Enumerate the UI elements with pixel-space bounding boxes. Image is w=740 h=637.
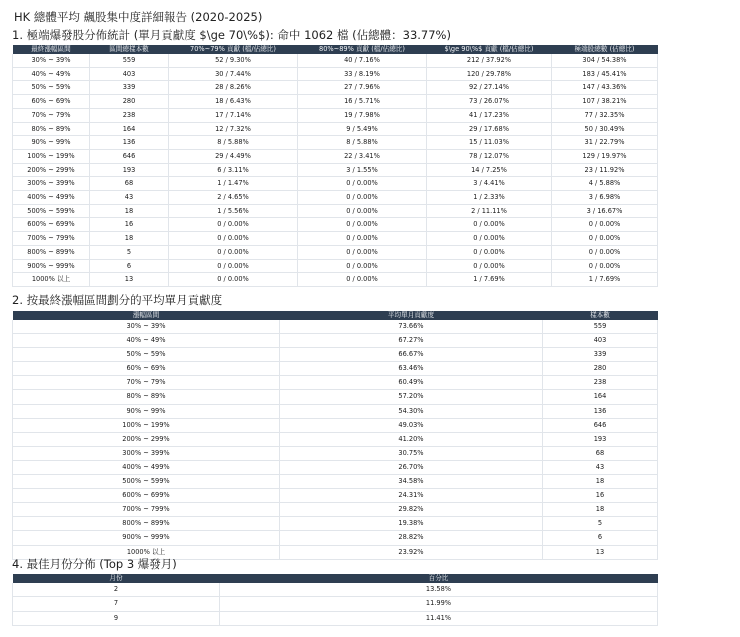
table-cell: 12 / 7.32%: [169, 122, 298, 136]
table-row: [13, 531, 658, 545]
table-cell: 16: [90, 218, 169, 232]
table-header-row: [13, 574, 658, 583]
table-cell: 31 / 22.79%: [552, 136, 658, 150]
table-cell: 3 / 16.67%: [552, 204, 658, 218]
table-cell: 41.20%: [280, 432, 543, 446]
table-row: [13, 273, 658, 287]
table-cell: 92 / 27.14%: [427, 81, 552, 95]
table-cell: 73.66%: [280, 320, 543, 334]
table-cell: 3 / 4.41%: [427, 177, 552, 191]
table-cell: 5: [543, 517, 658, 531]
table-cell: 90% ~ 99%: [13, 404, 280, 418]
column-header: 80%~89% 貢獻 (檔/佔總比): [298, 45, 427, 54]
table-cell: 100% ~ 199%: [13, 418, 280, 432]
table-cell: 13: [543, 545, 658, 559]
table-cell: 500% ~ 599%: [13, 475, 280, 489]
table-cell: 0 / 0.00%: [298, 273, 427, 287]
table-cell: 1 / 7.69%: [427, 273, 552, 287]
table-cell: 30% ~ 39%: [13, 54, 90, 67]
table-header-row: [13, 45, 658, 54]
column-header: 漲幅區間: [13, 311, 280, 320]
table-cell: 52 / 9.30%: [169, 54, 298, 67]
table-cell: 50% ~ 59%: [13, 81, 90, 95]
table-cell: 13: [90, 273, 169, 287]
table-cell: 1 / 5.56%: [169, 204, 298, 218]
report-title: HK 總體平均 飆股集中度詳細報告 (2020-2025): [14, 10, 263, 24]
table-cell: 60% ~ 69%: [13, 362, 280, 376]
table-cell: 0 / 0.00%: [169, 259, 298, 273]
table-row: [13, 54, 658, 67]
table-cell: 400% ~ 499%: [13, 191, 90, 205]
table-cell: 29.82%: [280, 503, 543, 517]
table-cell: 8 / 5.88%: [169, 136, 298, 150]
column-header: 百分比: [220, 574, 658, 583]
table-cell: 2: [13, 583, 220, 597]
table-cell: 0 / 0.00%: [169, 245, 298, 259]
table-cell: 0 / 0.00%: [169, 273, 298, 287]
table-row: [13, 108, 658, 122]
table-cell: 800% ~ 899%: [13, 517, 280, 531]
table-cell: 700% ~ 799%: [13, 503, 280, 517]
table-cell: 19 / 7.98%: [298, 108, 427, 122]
table-row: [13, 81, 658, 95]
table-row: [13, 245, 658, 259]
table-cell: 80% ~ 89%: [13, 122, 90, 136]
table-cell: 339: [90, 81, 169, 95]
table-cell: 16: [543, 489, 658, 503]
table-cell: 0 / 0.00%: [169, 218, 298, 232]
table-cell: 30 / 7.44%: [169, 67, 298, 81]
table-cell: 6: [90, 259, 169, 273]
table-cell: 66.67%: [280, 348, 543, 362]
table-cell: 68: [543, 446, 658, 460]
table-cell: 0 / 0.00%: [427, 245, 552, 259]
table-cell: 18: [543, 475, 658, 489]
table-cell: 129 / 19.97%: [552, 149, 658, 163]
table-cell: 100% ~ 199%: [13, 149, 90, 163]
table-cell: 0 / 0.00%: [298, 218, 427, 232]
table-cell: 0 / 0.00%: [552, 232, 658, 246]
table-row: [13, 122, 658, 136]
table-row: [13, 95, 658, 109]
table-cell: 43: [90, 191, 169, 205]
table-cell: 9 / 5.49%: [298, 122, 427, 136]
table-row: [13, 446, 658, 460]
table-cell: 2 / 11.11%: [427, 204, 552, 218]
table-cell: 600% ~ 699%: [13, 218, 90, 232]
table-cell: 1000% 以上: [13, 273, 90, 287]
extreme-distribution-table: [12, 45, 658, 287]
table-cell: 4 / 5.88%: [552, 177, 658, 191]
table-cell: 0 / 0.00%: [552, 218, 658, 232]
table-cell: 238: [90, 108, 169, 122]
table-cell: 1000% 以上: [13, 545, 280, 559]
table-cell: 18: [543, 503, 658, 517]
table-cell: 24.31%: [280, 489, 543, 503]
table-cell: 600% ~ 699%: [13, 489, 280, 503]
table-row: [13, 218, 658, 232]
table-cell: 68: [90, 177, 169, 191]
table-cell: 30% ~ 39%: [13, 320, 280, 334]
table-cell: 6 / 3.11%: [169, 163, 298, 177]
table-cell: 164: [90, 122, 169, 136]
table-row: [13, 583, 658, 597]
table-cell: 60.49%: [280, 376, 543, 390]
table-cell: 3 / 6.98%: [552, 191, 658, 205]
table-cell: 403: [90, 67, 169, 81]
table-cell: 183 / 45.41%: [552, 67, 658, 81]
table-cell: 22 / 3.41%: [298, 149, 427, 163]
table-cell: 1 / 2.33%: [427, 191, 552, 205]
table-cell: 29 / 17.68%: [427, 122, 552, 136]
table-cell: 67.27%: [280, 334, 543, 348]
table-row: [13, 204, 658, 218]
table-cell: 28.82%: [280, 531, 543, 545]
table-row: [13, 597, 658, 611]
column-header: 極端股總數 (佔總比): [552, 45, 658, 54]
table-cell: 40% ~ 49%: [13, 67, 90, 81]
table-cell: 43: [543, 460, 658, 474]
column-header: 樣本數: [543, 311, 658, 320]
column-header: 區間總樣本數: [90, 45, 169, 54]
column-header: 平均單月貢獻度: [280, 311, 543, 320]
table-cell: 403: [543, 334, 658, 348]
table-header-row: [13, 311, 658, 320]
table-cell: 193: [543, 432, 658, 446]
table-cell: 73 / 26.07%: [427, 95, 552, 109]
table-cell: 0 / 0.00%: [552, 245, 658, 259]
table-cell: 500% ~ 599%: [13, 204, 90, 218]
table-cell: 18 / 6.43%: [169, 95, 298, 109]
table-cell: 63.46%: [280, 362, 543, 376]
table-row: [13, 362, 658, 376]
table-row: [13, 432, 658, 446]
table-cell: 13.58%: [220, 583, 658, 597]
table-cell: 80% ~ 89%: [13, 390, 280, 404]
table-cell: 900% ~ 999%: [13, 259, 90, 273]
table-cell: 120 / 29.78%: [427, 67, 552, 81]
table-cell: 300% ~ 399%: [13, 446, 280, 460]
table-cell: 136: [90, 136, 169, 150]
table-cell: 90% ~ 99%: [13, 136, 90, 150]
table-cell: 0 / 0.00%: [552, 259, 658, 273]
table-row: [13, 320, 658, 334]
table-cell: 60% ~ 69%: [13, 95, 90, 109]
table-cell: 23 / 11.92%: [552, 163, 658, 177]
table-row: [13, 376, 658, 390]
table-cell: 18: [90, 204, 169, 218]
table-cell: 34.58%: [280, 475, 543, 489]
table-row: [13, 418, 658, 432]
table-cell: 300% ~ 399%: [13, 177, 90, 191]
table-cell: 0 / 0.00%: [298, 204, 427, 218]
table-cell: 212 / 37.92%: [427, 54, 552, 67]
table-row: [13, 503, 658, 517]
table-row: [13, 136, 658, 150]
table-cell: 19.38%: [280, 517, 543, 531]
table-cell: 0 / 0.00%: [427, 218, 552, 232]
table-cell: 280: [543, 362, 658, 376]
table-row: [13, 489, 658, 503]
table-cell: 339: [543, 348, 658, 362]
table-cell: 11.41%: [220, 611, 658, 625]
column-header: 月份: [13, 574, 220, 583]
section2-heading: 2. 按最終漲幅區間劃分的平均單月貢獻度: [12, 293, 223, 307]
avg-contribution-table: [12, 311, 658, 560]
table-cell: 27 / 7.96%: [298, 81, 427, 95]
table-cell: 7: [13, 597, 220, 611]
table-cell: 26.70%: [280, 460, 543, 474]
table-row: [13, 460, 658, 474]
table-cell: 400% ~ 499%: [13, 460, 280, 474]
table-cell: 5: [90, 245, 169, 259]
section4-heading: 4. 最佳月份分佈 (Top 3 爆發月): [12, 557, 177, 571]
table-cell: 559: [543, 320, 658, 334]
table-cell: 18: [90, 232, 169, 246]
best-month-table: [12, 574, 658, 626]
table-cell: 200% ~ 299%: [13, 163, 90, 177]
table-cell: 49.03%: [280, 418, 543, 432]
table-cell: 16 / 5.71%: [298, 95, 427, 109]
table-cell: 646: [90, 149, 169, 163]
table-cell: 1 / 1.47%: [169, 177, 298, 191]
table-cell: 238: [543, 376, 658, 390]
table-cell: 14 / 7.25%: [427, 163, 552, 177]
table-cell: 0 / 0.00%: [298, 177, 427, 191]
table-cell: 700% ~ 799%: [13, 232, 90, 246]
table-cell: 3 / 1.55%: [298, 163, 427, 177]
table-row: [13, 390, 658, 404]
table-cell: 136: [543, 404, 658, 418]
table-cell: 147 / 43.36%: [552, 81, 658, 95]
table-row: [13, 611, 658, 625]
table-cell: 70% ~ 79%: [13, 376, 280, 390]
table-cell: 54.30%: [280, 404, 543, 418]
table-cell: 0 / 0.00%: [298, 232, 427, 246]
table-cell: 107 / 38.21%: [552, 95, 658, 109]
table-cell: 0 / 0.00%: [169, 232, 298, 246]
table-cell: 193: [90, 163, 169, 177]
table-cell: 6: [543, 531, 658, 545]
table-cell: 11.99%: [220, 597, 658, 611]
table-cell: 70% ~ 79%: [13, 108, 90, 122]
table-row: [13, 149, 658, 163]
column-header: 70%~79% 貢獻 (檔/佔總比): [169, 45, 298, 54]
table-cell: 200% ~ 299%: [13, 432, 280, 446]
table-cell: 164: [543, 390, 658, 404]
table-cell: 0 / 0.00%: [427, 232, 552, 246]
table-row: [13, 232, 658, 246]
table-row: [13, 517, 658, 531]
table-cell: 78 / 12.07%: [427, 149, 552, 163]
table-cell: 40% ~ 49%: [13, 334, 280, 348]
table-row: [13, 67, 658, 81]
table-cell: 50% ~ 59%: [13, 348, 280, 362]
table-row: [13, 259, 658, 273]
table-cell: 0 / 0.00%: [298, 245, 427, 259]
column-header: $\ge 90\%$ 貢獻 (檔/佔總比): [427, 45, 552, 54]
table-row: [13, 163, 658, 177]
table-row: [13, 177, 658, 191]
table-row: [13, 475, 658, 489]
table-cell: 17 / 7.14%: [169, 108, 298, 122]
table-cell: 23.92%: [280, 545, 543, 559]
table-cell: 57.20%: [280, 390, 543, 404]
table-cell: 29 / 4.49%: [169, 149, 298, 163]
table-row: [13, 191, 658, 205]
table-cell: 8 / 5.88%: [298, 136, 427, 150]
table-cell: 41 / 17.23%: [427, 108, 552, 122]
section1-heading: 1. 極端爆發股分佈統計 (單月貢獻度 $\ge 70\%$): 命中 1062 檔 (佔總體：33.77%): [12, 28, 451, 42]
table-cell: 304 / 54.38%: [552, 54, 658, 67]
table-cell: 900% ~ 999%: [13, 531, 280, 545]
table-cell: 0 / 0.00%: [298, 259, 427, 273]
table-cell: 30.75%: [280, 446, 543, 460]
table-cell: 9: [13, 611, 220, 625]
table-cell: 15 / 11.03%: [427, 136, 552, 150]
table-cell: 28 / 8.26%: [169, 81, 298, 95]
table-cell: 1 / 7.69%: [552, 273, 658, 287]
table-row: [13, 404, 658, 418]
table-cell: 77 / 32.35%: [552, 108, 658, 122]
table-cell: 2 / 4.65%: [169, 191, 298, 205]
table-cell: 40 / 7.16%: [298, 54, 427, 67]
table-cell: 0 / 0.00%: [298, 191, 427, 205]
table-cell: 280: [90, 95, 169, 109]
table-cell: 800% ~ 899%: [13, 245, 90, 259]
table-row: [13, 334, 658, 348]
table-cell: 0 / 0.00%: [427, 259, 552, 273]
table-cell: 646: [543, 418, 658, 432]
table-cell: 50 / 30.49%: [552, 122, 658, 136]
table-row: [13, 348, 658, 362]
table-cell: 33 / 8.19%: [298, 67, 427, 81]
table-cell: 559: [90, 54, 169, 67]
column-header: 最終漲幅區間: [13, 45, 90, 54]
